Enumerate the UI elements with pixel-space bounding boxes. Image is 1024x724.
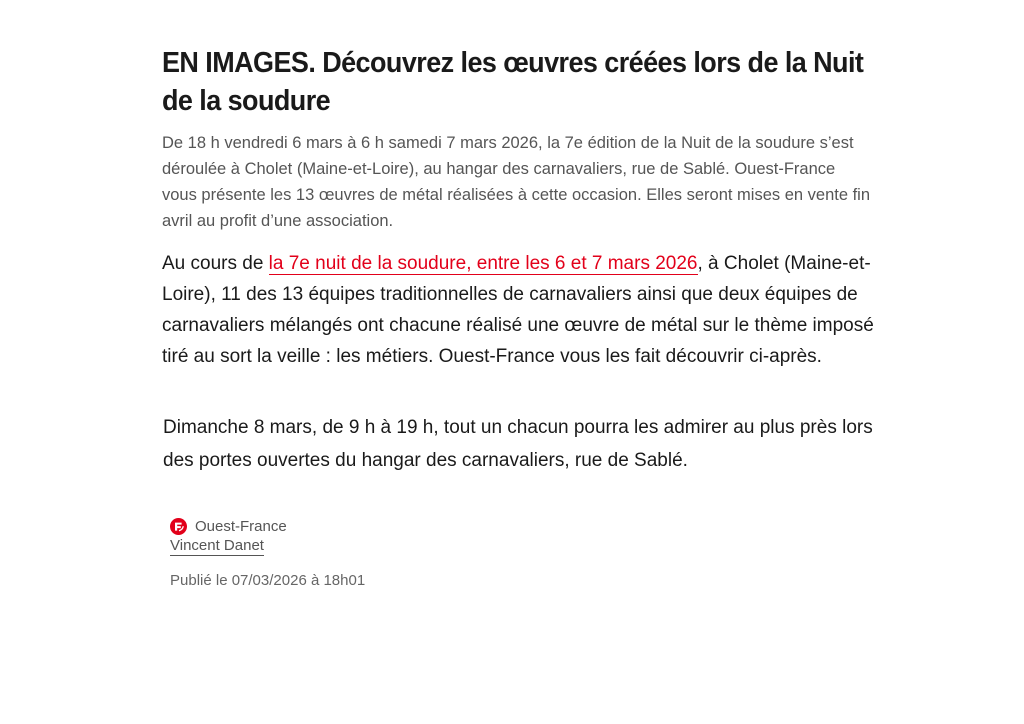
article-open-day-paragraph: Dimanche 8 mars, de 9 h à 19 h, tout un chacun pourra les admirer au plus près lors des portes ouvertes du hangar des carnavaliers, rue de Sablé. (163, 417, 873, 471)
article-body-paragraph (162, 248, 882, 372)
publish-date: Publié le 07/03/2026 à 18h01 (170, 572, 366, 589)
nuit-soudure-link[interactable]: la 7e nuit de la soudure, entre les 6 et 7 mars 2026 (268, 253, 698, 274)
source-name: Ouest-France (195, 517, 287, 535)
byline (170, 515, 882, 589)
article-lead: De 18 h vendredi 6 mars à 6 h samedi 7 mars 2026, la 7e édition de la Nuit de la soudure s’est déroulée à Cholet (Maine-et-Loire), au hangar des carnavaliers, rue de Sablé. Ouest-France vous présente les 13 œuvres de métal réalisées à cette occasion. Elles seront mises en vente fin avril au profit d’une association. (162, 134, 871, 230)
body-text-after-link: , à Cholet (Maine-et-Loire), 11 des 13 équipes traditionnelles de carnavaliers ainsi que deux équipes de carnavaliers mélangés ont chacune réalisé une œuvre de métal sur le thème imposé tiré au sort la veille : les métiers. Ouest-France vous les fait découvrir ci-après. (162, 253, 874, 367)
ouest-france-logo-icon (170, 518, 187, 535)
body-text-before-link: Au cours de (162, 253, 269, 274)
source-row (170, 515, 882, 537)
author-link[interactable]: Vincent Danet (170, 537, 264, 554)
article (162, 44, 882, 589)
article-headline: EN IMAGES. Découvrez les œuvres créées lors de la Nuit de la soudure (162, 47, 864, 117)
